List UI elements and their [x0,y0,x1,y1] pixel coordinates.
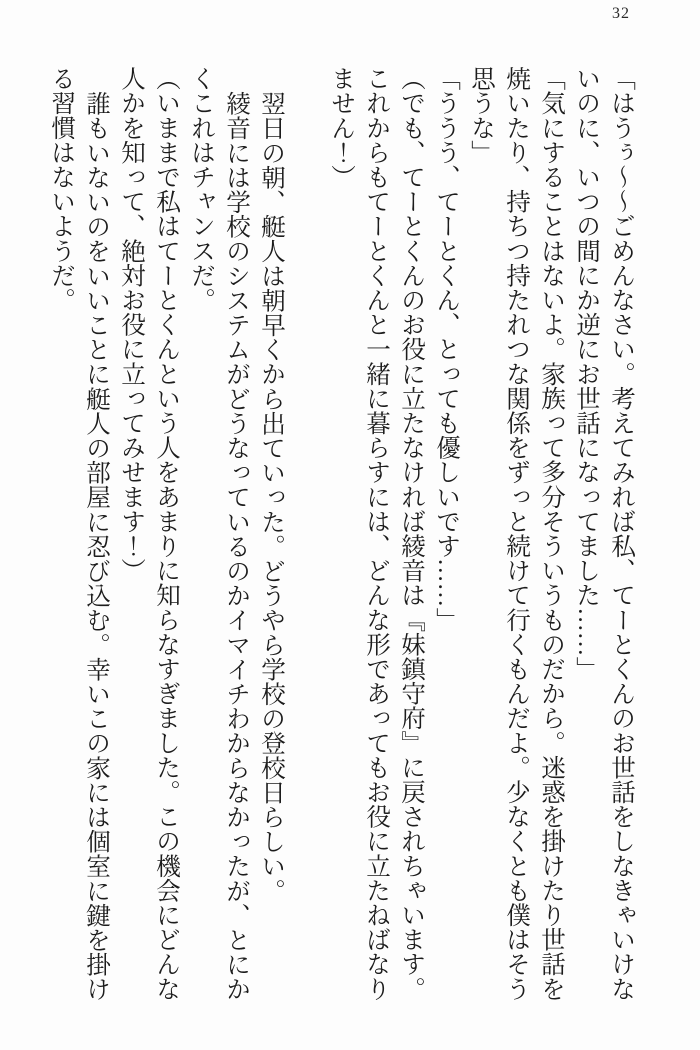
paragraph-inner-monologue-resolve: （でも、てーとくんのお役に立たなければ綾音は『妹鎮守府』に戻されちゃいます。これからもてーとくんと一緒に暮らすには、どんな形であってもお役に立たねばなりません！） [328,66,425,1001]
paragraph-inner-monologue-chance: （いままで私はてーとくんという人をあまりに知らなすぎました。この機会にどんな人かを知って、絶対お役に立ってみせます！） [118,66,180,1001]
paragraph-dialogue-ayane-moved: 「ううう、てーとくん、とっても優しいです……」 [433,66,460,632]
paragraph-next-morning: 翌日の朝、艇人は朝早くから出ていった。どうやら学校の登校日らしい。 [258,90,285,903]
text-body [44,66,639,1002]
page-number: 32 [612,5,630,22]
paragraph-dialogue-ayane-apology: 「はうぅ〜〜ごめんなさい。考えてみれば私、てーとくんのお世話をしなきゃいけないのに、いつの間にか逆にお世話になってました……」 [573,66,635,1001]
paragraph-sneaking-into-room: 誰もいないのをいいことに艇人の部屋に忍び込む。幸いこの家には個室に鍵を掛ける習慣はないようだ。 [48,66,110,1001]
paragraph-school-system: 綾音には学校のシステムがどうなっているのかイマイチわからなかったが、とにかくこれはチャンスだ。 [188,66,250,1001]
paragraph-dialogue-teito-reply: 「気にすることはないよ。家族って多分そういうものだから。迷惑を掛けたり世話を焼いたり、持ちつ持たれつな関係をずっと続けて行くもんだよ。少なくとも僕はそう思うな」 [468,66,565,1001]
